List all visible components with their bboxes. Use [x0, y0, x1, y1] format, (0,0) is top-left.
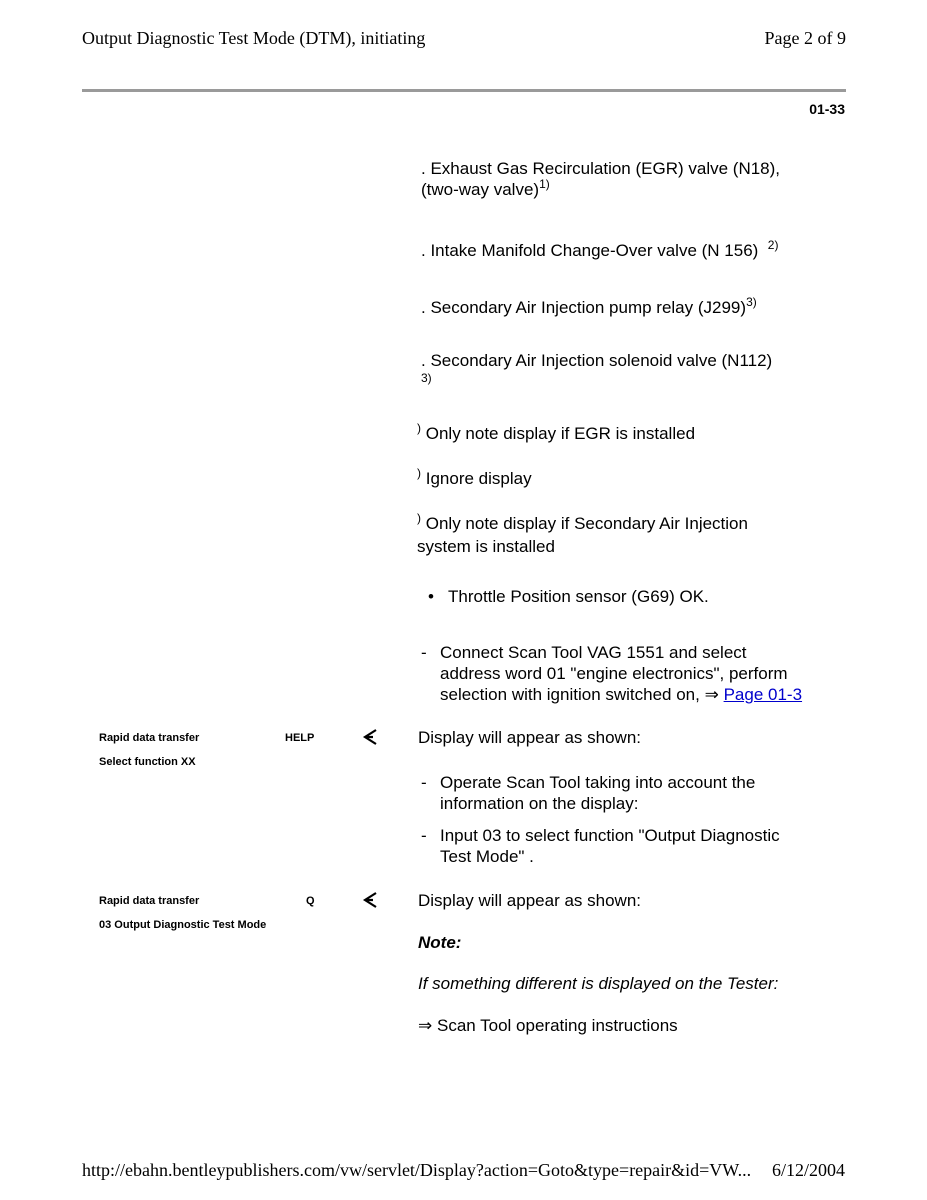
display2-q: Q — [306, 895, 315, 907]
step-operate-scan-tool: - Operate Scan Tool taking into account the information on the display: — [421, 773, 756, 813]
component-air-solenoid: . Secondary Air Injection solenoid valve (N112) 3) — [421, 351, 773, 385]
footnote-ref: 1) — [539, 177, 550, 191]
display2-line1: Rapid data transfer — [99, 895, 200, 907]
bullet-icon: • — [428, 587, 434, 606]
dash-marker: - — [421, 773, 427, 792]
note-label: Note: — [418, 933, 462, 952]
component-intake-valve: . Intake Manifold Change-Over valve (N 156) $^{2)}$ — [421, 238, 779, 260]
footnote-ref: 2) — [767, 238, 779, 252]
pointer-arrow-icon — [362, 729, 378, 745]
footnote-ignore: ) Ignore display — [417, 466, 532, 488]
footnote-secondary-air: ) Only note display if Secondary Air Injection system is installed — [417, 511, 748, 556]
display1-help: HELP — [285, 732, 315, 744]
component-air-pump-relay: . Secondary Air Injection pump relay (J299)$^{3)}$ — [421, 295, 757, 317]
display-instruction-2: Display will appear as shown: — [418, 891, 641, 910]
step-input-03: - Input 03 to select function "Output Diagnostic Test Mode" . — [421, 826, 780, 866]
display-instruction-1: Display will appear as shown: — [418, 728, 641, 747]
display2-line2: 03 Output Diagnostic Test Mode — [99, 919, 267, 931]
footnote-egr: ) Only note display if EGR is installed — [417, 421, 696, 443]
pointer-arrow-icon — [362, 892, 378, 908]
display1-line1: Rapid data transfer — [99, 732, 200, 744]
header-divider — [82, 89, 846, 92]
source-url: http://ebahn.bentleypublishers.com/vw/servlet/Display?action=Goto&type=repair&id=VW... — [82, 1160, 752, 1180]
print-date: 6/12/2004 — [771, 1160, 845, 1180]
document-title: Output Diagnostic Test Mode (DTM), initiating — [82, 28, 426, 48]
section-code: 01-33 — [809, 101, 845, 117]
page-number: Page 2 of 9 — [764, 28, 846, 48]
bullet-item: • Throttle Position sensor (G69) OK. — [428, 587, 709, 606]
page-link[interactable]: Page 01-3 — [723, 685, 803, 704]
arrow-right-icon: ⇒ — [704, 685, 719, 704]
arrow-right-icon: ⇒ — [418, 1016, 433, 1035]
display1-line2: Select function XX — [99, 756, 196, 768]
note-text: If something different is displayed on the Tester: — [418, 974, 779, 993]
step-connect-scan-tool: - Connect Scan Tool VAG 1551 and select address word 01 "engine electronics", perform selection with ignition switched on, ⇒ Page 01-3 — [421, 643, 803, 704]
footnote-ref: 3) — [421, 371, 432, 385]
dash-marker: - — [421, 643, 427, 662]
dash-marker: - — [421, 826, 427, 845]
instructions-reference: ⇒ Scan Tool operating instructions — [418, 1016, 678, 1035]
footnote-ref: 3) — [746, 295, 757, 309]
component-egr-valve: . Exhaust Gas Recirculation (EGR) valve (N18), (two-way valve)$^{1)}$ — [421, 159, 781, 199]
